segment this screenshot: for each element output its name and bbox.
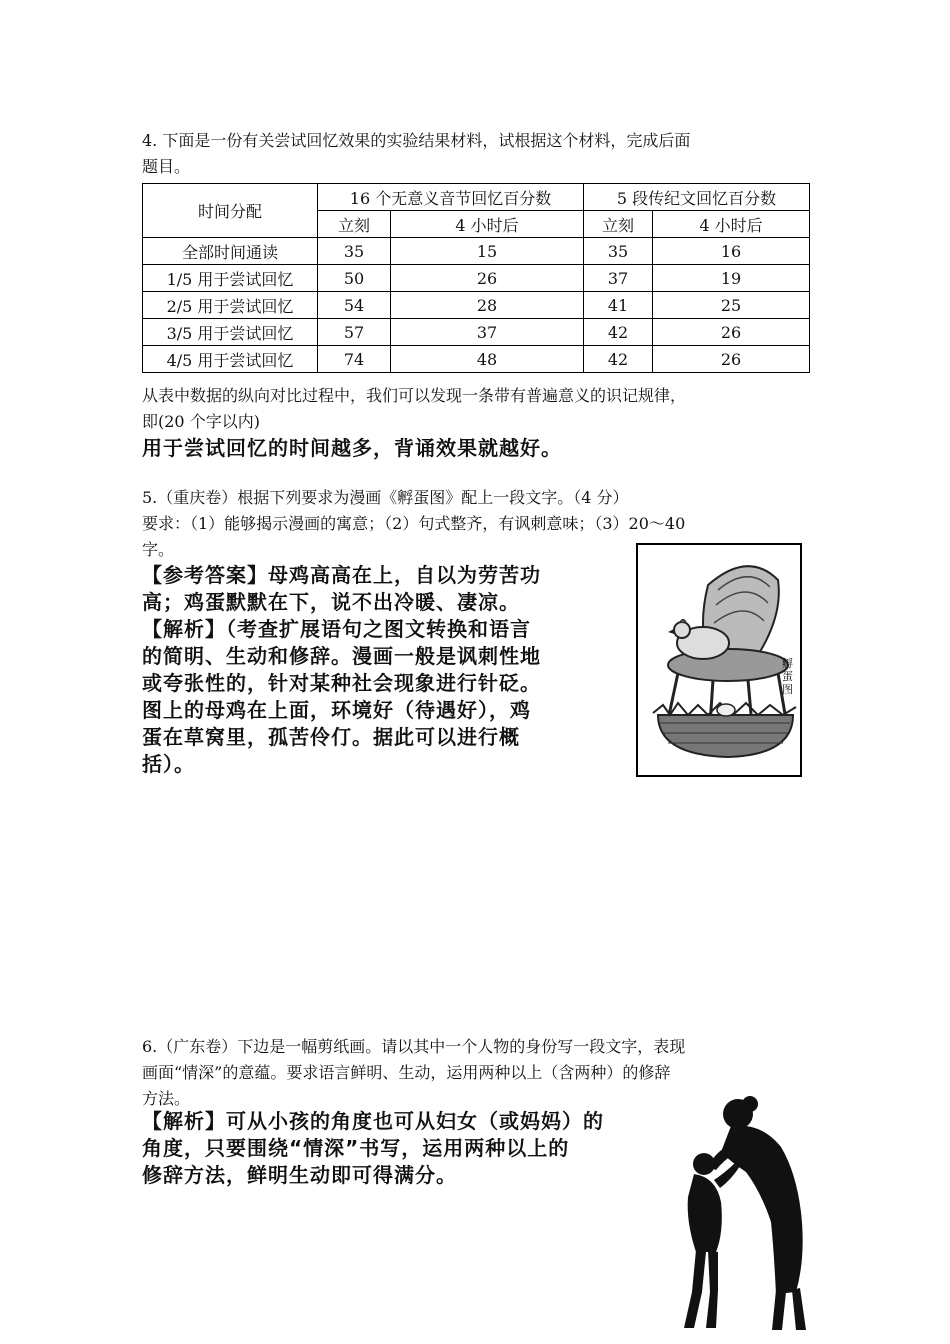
cell: 37 [391,319,584,346]
header-group1: 16 个无意义音节回忆百分数 [318,184,584,211]
q4-prompt [142,128,690,180]
q5-answer-line: 高；鸡蛋默默在下，说不出冷暖、凄凉。 [142,590,520,614]
q6-prompt [142,1034,685,1112]
cell: 25 [653,292,810,319]
cell: 37 [584,265,653,292]
q6-line2: 画面“情深”的意蕴。要求语言鲜明、生动，运用两种以上（含两种）的修辞 [142,1063,671,1082]
q6-answer-line: 修辞方法，鲜明生动即可得满分。 [142,1163,457,1187]
cell: 50 [318,265,391,292]
q6-answer-line: 角度，只要围绕“情深”书写，运用两种以上的 [142,1136,570,1160]
table-row [143,319,810,346]
row-label: 3/5 用于尝试回忆 [143,319,318,346]
paper-cut-mother-child-image [676,1092,816,1332]
cell: 57 [318,319,391,346]
cell: 42 [584,319,653,346]
q4-after [142,383,686,435]
cell: 35 [584,238,653,265]
recall-table [142,183,810,373]
q4-after-line2: 即(20 个字以内) [142,412,260,431]
cell: 35 [318,238,391,265]
q6-answer [142,1108,702,1189]
row-label: 1/5 用于尝试回忆 [143,265,318,292]
cell: 26 [653,346,810,373]
table-row [143,346,810,373]
cell: 16 [653,238,810,265]
cell: 26 [391,265,584,292]
table-row [143,238,810,265]
q5-answer [142,562,627,778]
subheader-4h: 4 小时后 [653,211,810,238]
mother-child-silhouette [676,1092,816,1332]
row-label: 4/5 用于尝试回忆 [143,346,318,373]
cell: 15 [391,238,584,265]
q6-line3: 方法。 [142,1089,191,1108]
cell: 42 [584,346,653,373]
q6-line1: 6.（广东卷）下边是一幅剪纸画。请以其中一个人物的身份写一段文字，表现 [142,1037,686,1056]
q5-answer-line: 括）。 [142,752,195,776]
header-time: 时间分配 [143,184,318,238]
q5-line2: 要求：（1）能够揭示漫画的寓意；（2）句式整齐，有讽刺意味；（3）20～40 [142,514,686,533]
row-label: 2/5 用于尝试回忆 [143,292,318,319]
hen-cartoon-image [636,543,802,777]
q5-answer-line: 【解析】（考查扩展语句之图文转换和语言 [142,617,531,641]
cell: 48 [391,346,584,373]
cell: 41 [584,292,653,319]
cell: 26 [653,319,810,346]
cell: 74 [318,346,391,373]
q5-line1: 5.（重庆卷）根据下列要求为漫画《孵蛋图》配上一段文字。（4 分） [142,488,629,507]
q5-prompt [142,485,685,563]
subheader-immediate: 立刻 [318,211,391,238]
table-row [143,292,810,319]
q5-answer-line: 【参考答案】母鸡高高在上，自以为劳苦功 [142,563,541,587]
subheader-immediate: 立刻 [584,211,653,238]
table-row [143,265,810,292]
q5-answer-line: 图上的母鸡在上面，环境好（待遇好），鸡 [142,698,531,722]
q4-after-line1: 从表中数据的纵向对比过程中，我们可以发现一条带有普遍意义的识记规律， [142,386,687,405]
cartoon-caption: 孵蛋图 [782,657,793,696]
cell: 28 [391,292,584,319]
cell: 54 [318,292,391,319]
q5-answer-line: 的简明、生动和修辞。漫画一般是讽刺性地 [142,644,541,668]
q5-answer-line: 或夸张性的，针对某种社会现象进行针砭。 [142,671,541,695]
q6-answer-line: 【解析】可从小孩的角度也可从妇女（或妈妈）的 [142,1109,604,1133]
cell: 19 [653,265,810,292]
header-group2: 5 段传纪文回忆百分数 [584,184,810,211]
q4-prompt-line2: 题目。 [142,157,191,176]
row-label: 全部时间通读 [143,238,318,265]
q4-answer: 用于尝试回忆的时间越多，背诵效果就越好。 [142,436,562,460]
subheader-4h: 4 小时后 [391,211,584,238]
q4-prompt-line1: 4. 下面是一份有关尝试回忆效果的实验结果材料，试根据这个材料，完成后面 [142,131,691,150]
hen-on-chair-illustration [638,545,800,775]
q5-answer-line: 蛋在草窝里，孤苦伶仃。据此可以进行概 [142,725,520,749]
q5-line3: 字。 [142,540,175,559]
